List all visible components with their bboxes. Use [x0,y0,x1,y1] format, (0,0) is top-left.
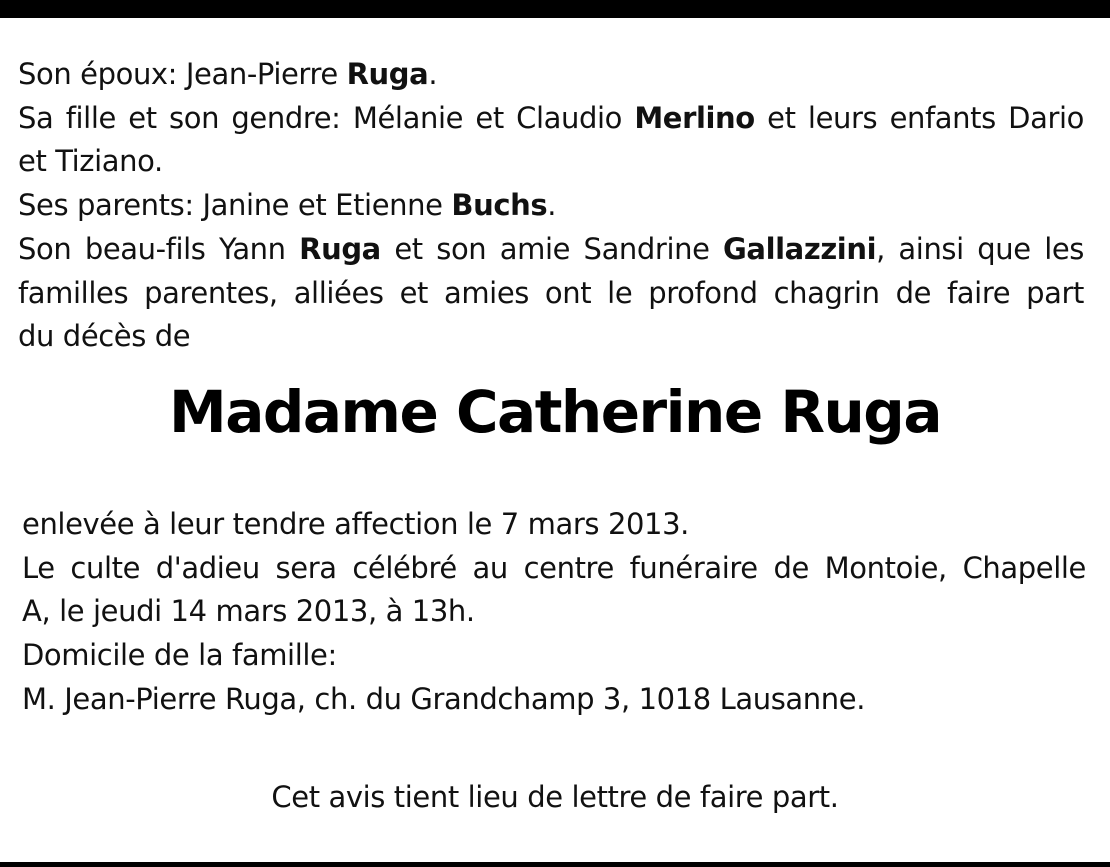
family-announcement [18,53,1084,359]
friend-surname: Gallazzini [723,231,877,266]
announce-line: familles parentes, alliées et amies ont le profond chagrin de faire part [18,275,1084,310]
stepson-rest: , ainsi que les [876,231,1085,266]
parents-surname: Buchs [451,188,548,223]
service-line-2: A, le jeudi 14 mars 2013, à 13h. [22,594,475,629]
bottom-border-rule [0,862,1110,867]
taken-line: enlevée à leur tendre affection le 7 mars 2013. [22,507,689,541]
deceased-name: Madame Catherine Ruga [169,378,941,446]
daughter-surname: Merlino [634,100,755,135]
daughter-line [18,97,1084,141]
spouse-surname: Ruga [346,57,429,91]
parents-end: . [547,188,557,223]
stepson-mid: et son amie Sandrine [380,231,724,266]
service-line-1: Le culte d'adieu sera célébré au centre funéraire de Montoie, Chapelle [22,550,1086,585]
daughter-line-cont: et Tiziano. [18,144,163,179]
stepson-label: Son beau-fils Yann [18,231,300,266]
service-details [22,503,1086,722]
spouse-line [18,53,1084,97]
spouse-label: Son époux: Jean-Pierre [18,57,347,91]
stepson-line [18,228,1084,272]
daughter-rest: et leurs enfants Dario [754,100,1084,135]
announce-end: du décès de [18,319,191,354]
domicile-label: Domicile de la famille: [22,638,337,673]
parents-line [18,184,1084,228]
family-address: M. Jean-Pierre Ruga, ch. du Grandchamp 3, 1018 Lausanne. [22,681,866,716]
stepson-surname: Ruga [299,231,381,266]
closing-note: Cet avis tient lieu de lettre de faire part. [271,780,839,814]
daughter-label: Sa fille et son gendre: Mélanie et Claudio [18,100,635,135]
spouse-end: . [428,57,438,91]
parents-label: Ses parents: Janine et Etienne [18,188,452,223]
top-border-rule [0,0,1110,18]
